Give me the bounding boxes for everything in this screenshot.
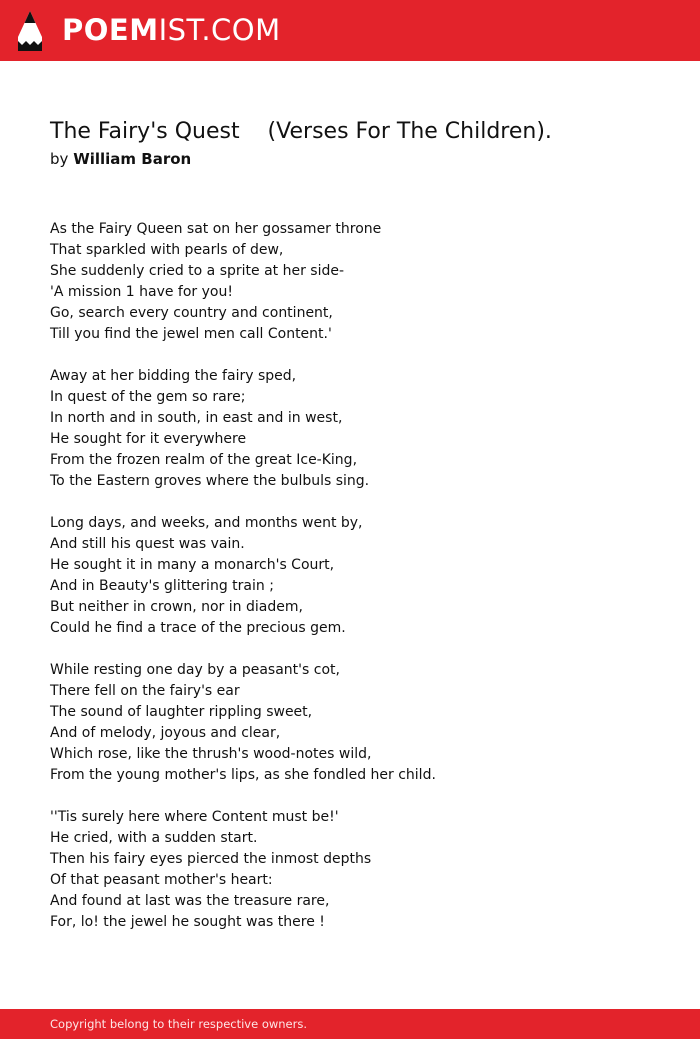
stanza: [50, 366, 670, 492]
poem-line: But neither in crown, nor in diadem,: [50, 599, 303, 615]
poem-line: From the frozen realm of the great Ice-King,: [50, 452, 358, 468]
poem-line: From the young mother's lips, as she fondled her child.: [50, 767, 436, 783]
copyright-text: Copyright belong to their respective owners.: [50, 1017, 308, 1031]
poem-line: He sought it in many a monarch's Court,: [50, 557, 335, 573]
poem-line: Till you find the jewel men call Content.': [50, 326, 332, 342]
poem-line: Go, search every country and continent,: [50, 305, 333, 321]
brand-light: IST.COM: [158, 13, 281, 47]
poem-line: The sound of laughter rippling sweet,: [50, 704, 313, 720]
poem-line: And of melody, joyous and clear,: [50, 725, 281, 741]
poem-line: That sparkled with pearls of dew,: [50, 242, 284, 258]
poem-line: In north and in south, in east and in west,: [50, 410, 343, 426]
poem-line: Long days, and weeks, and months went by,: [50, 515, 363, 531]
by-label: by: [50, 150, 69, 168]
poem-line: There fell on the fairy's ear: [50, 683, 240, 699]
author-name: William Baron: [73, 150, 192, 168]
poem-line: ''Tis surely here where Content must be!': [50, 809, 339, 825]
poem-line: Away at her bidding the fairy sped,: [50, 368, 297, 384]
poem-line: He cried, with a sudden start.: [50, 830, 258, 846]
poem-line: And still his quest was vain.: [50, 536, 245, 552]
poem-line: Could he find a trace of the precious gem.: [50, 620, 346, 636]
poem-title: The Fairy's Quest (Verses For The Children).: [50, 119, 552, 144]
stanza: [50, 219, 670, 345]
poem-line: He sought for it everywhere: [50, 431, 247, 447]
poem-line: Which rose, like the thrush's wood-notes wild,: [50, 746, 372, 762]
poem-line: While resting one day by a peasant's cot,: [50, 662, 340, 678]
poem-body: [50, 219, 670, 954]
brand-bold: POEM: [62, 13, 159, 47]
poem-line: She suddenly cried to a sprite at her side-: [50, 263, 345, 279]
stanza: [50, 807, 670, 933]
poem-line: And in Beauty's glittering train ;: [50, 578, 274, 594]
poem-line: And found at last was the treasure rare,: [50, 893, 330, 909]
pencil-icon[interactable]: [17, 10, 43, 52]
poem-line: To the Eastern groves where the bulbuls sing.: [50, 473, 370, 489]
stanza: [50, 513, 670, 639]
poem-line: Of that peasant mother's heart:: [50, 872, 273, 888]
poem-line: As the Fairy Queen sat on her gossamer throne: [50, 221, 382, 237]
byline: [50, 149, 191, 169]
poem-line: Then his fairy eyes pierced the inmost depths: [50, 851, 372, 867]
site-header: [0, 0, 700, 61]
poem-line: In quest of the gem so rare;: [50, 389, 246, 405]
stanza: [50, 660, 670, 786]
poem-line: For, lo! the jewel he sought was there !: [50, 914, 325, 930]
poem-line: 'A mission 1 have for you!: [50, 284, 233, 300]
site-logo-text[interactable]: [62, 13, 281, 47]
site-footer: [0, 1009, 700, 1039]
